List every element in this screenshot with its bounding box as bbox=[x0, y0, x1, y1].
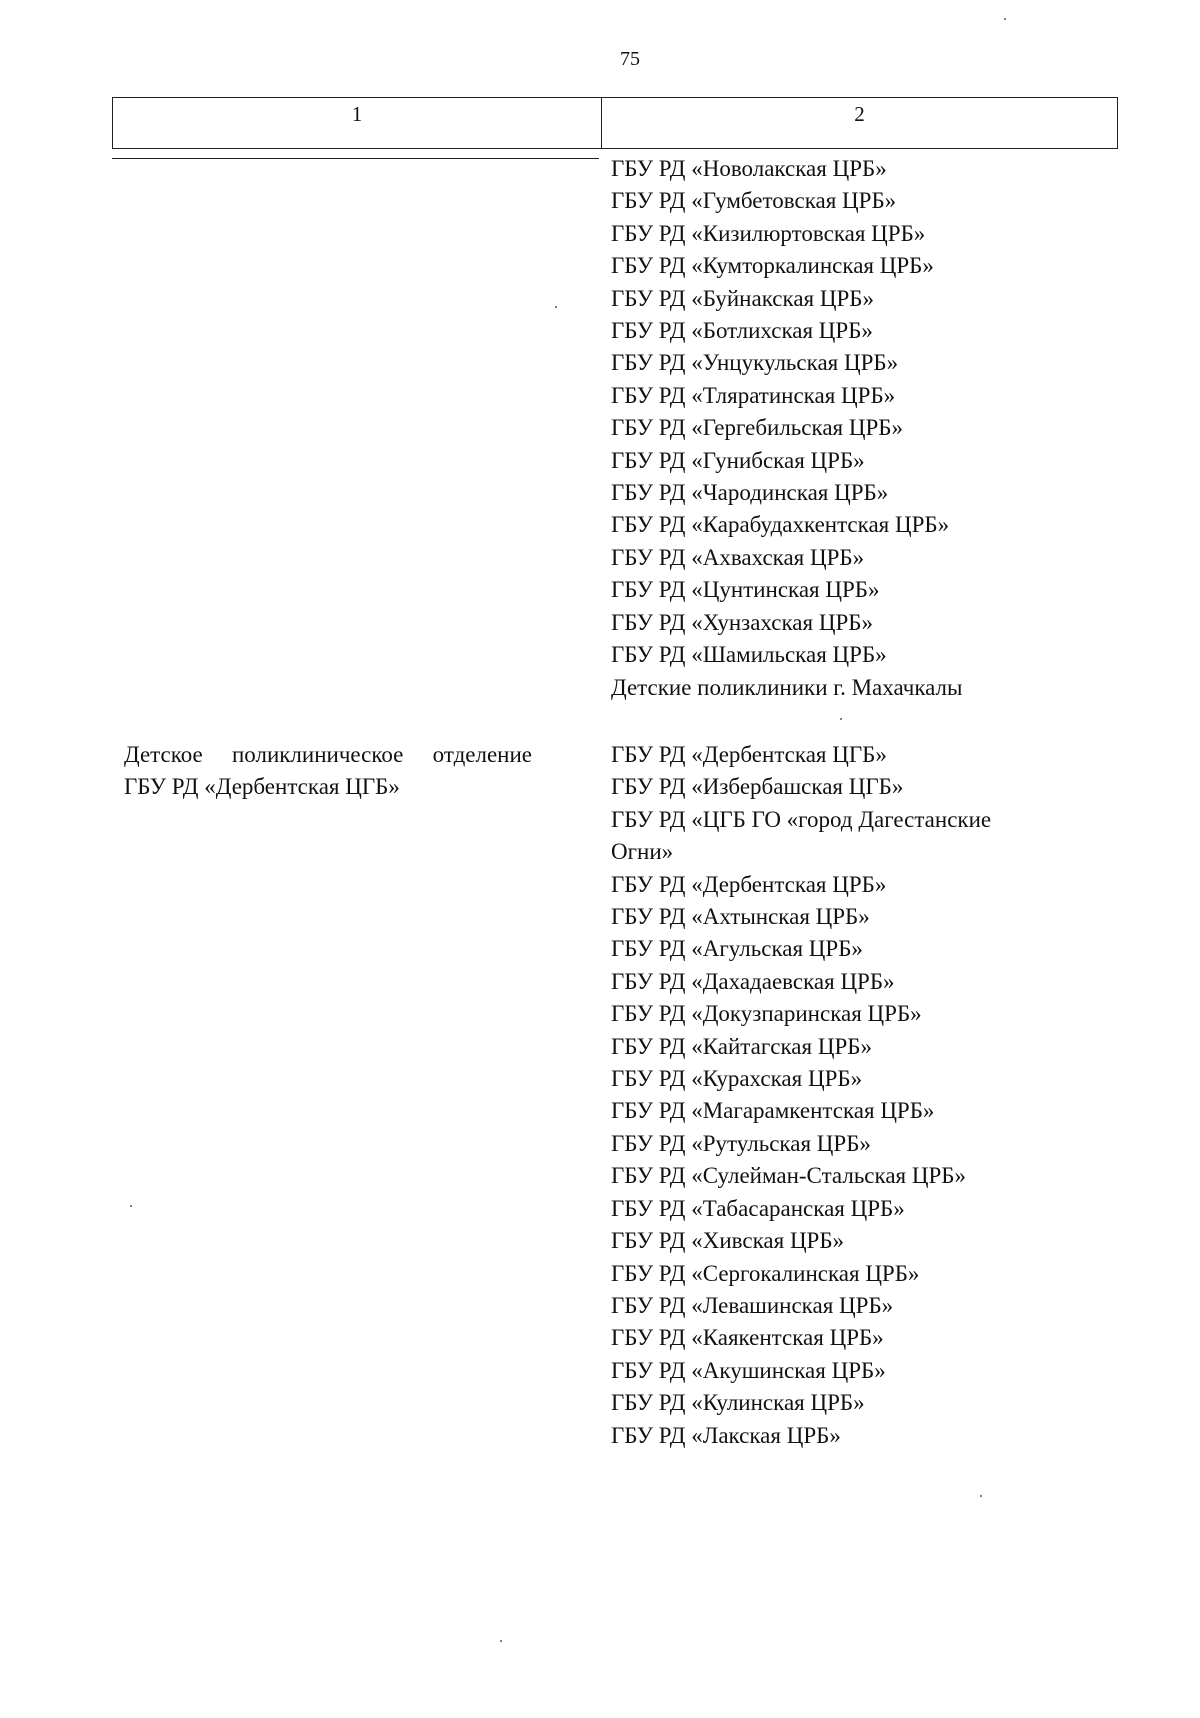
table-header bbox=[112, 97, 1118, 149]
list-item: ГБУ РД «Избербашская ЦГБ» bbox=[611, 774, 904, 800]
list-item: ГБУ РД «Агульская ЦРБ» bbox=[611, 936, 863, 962]
list-item: ГБУ РД «Ботлихская ЦРБ» bbox=[611, 318, 873, 344]
list-item: ГБУ РД «Табасаранская ЦРБ» bbox=[611, 1195, 905, 1221]
list-item: ГБУ РД «Новолакская ЦРБ» bbox=[611, 156, 887, 181]
list-item: ГБУ РД «Ахвахская ЦРБ» bbox=[611, 544, 865, 570]
list-item: ГБУ РД «Гумбетовская ЦРБ» bbox=[611, 188, 897, 214]
list-item: ГБУ РД «Дербентская ЦГБ» bbox=[611, 742, 887, 767]
list-item: ГБУ РД «Чародинская ЦРБ» bbox=[611, 480, 889, 506]
list-item: ГБУ РД «Кулинская ЦРБ» bbox=[611, 1390, 865, 1416]
list-item: ГБУ РД «Акушинская ЦРБ» bbox=[611, 1357, 886, 1383]
list-item: ГБУ РД «Лакская ЦРБ» bbox=[611, 1422, 841, 1448]
list-item: ГБУ РД «Кайтагская ЦРБ» bbox=[611, 1033, 872, 1059]
section-2-left-label: Детское поликлиническое отделение ГБУ РД «Дербентская ЦГБ» bbox=[124, 742, 532, 800]
section-2-list bbox=[611, 739, 1031, 1452]
list-item: ГБУ РД «Курахская ЦРБ» bbox=[611, 1066, 863, 1092]
list-item: ГБУ РД «Ахтынская ЦРБ» bbox=[611, 904, 870, 930]
list-item: ГБУ РД «Левашинская ЦРБ» bbox=[611, 1292, 894, 1318]
list-item: ГБУ РД «Карабудахкентская ЦРБ» bbox=[611, 512, 950, 538]
table-rule bbox=[112, 158, 599, 159]
table-header-col1: 1 bbox=[113, 98, 602, 148]
table-header-col2: 2 bbox=[854, 102, 865, 126]
scan-speck bbox=[980, 1495, 982, 1497]
list-item: ГБУ РД «Кумторкалинская ЦРБ» bbox=[611, 253, 934, 279]
list-item: ГБУ РД «Магарамкентская ЦРБ» bbox=[611, 1098, 935, 1124]
list-item: ГБУ РД «Хивская ЦРБ» bbox=[611, 1228, 845, 1254]
scan-speck bbox=[555, 306, 557, 308]
list-item: ГБУ РД «Сергокалинская ЦРБ» bbox=[611, 1260, 920, 1286]
list-item: ГБУ РД «Гергебильская ЦРБ» bbox=[611, 415, 903, 441]
list-item: ГБУ РД «Дербентская ЦРБ» bbox=[611, 871, 887, 897]
list-item: ГБУ РД «Хунзахская ЦРБ» bbox=[611, 609, 873, 635]
section-1-list bbox=[611, 153, 962, 704]
page-number: 75 bbox=[620, 48, 640, 70]
list-item: ГБУ РД «Докузпаринская ЦРБ» bbox=[611, 1001, 922, 1027]
list-item: ГБУ РД «Гунибская ЦРБ» bbox=[611, 447, 865, 473]
list-item: ГБУ РД «Тляратинская ЦРБ» bbox=[611, 382, 896, 408]
list-item: ГБУ РД «ЦГБ ГО «город Дагестанские Огни» bbox=[611, 806, 992, 865]
list-item: ГБУ РД «Рутульская ЦРБ» bbox=[611, 1130, 871, 1156]
list-item: ГБУ РД «Шамильская ЦРБ» bbox=[611, 642, 887, 668]
scan-speck bbox=[1004, 18, 1006, 20]
list-item: Детские поликлиники г. Махачкалы bbox=[611, 674, 963, 700]
list-item: ГБУ РД «Кизилюртовская ЦРБ» bbox=[611, 220, 926, 246]
list-item: ГБУ РД «Буйнакская ЦРБ» bbox=[611, 285, 874, 311]
list-item: ГБУ РД «Каякентская ЦРБ» bbox=[611, 1325, 884, 1351]
list-item: ГБУ РД «Сулейман-Стальская ЦРБ» bbox=[611, 1163, 966, 1189]
scan-speck bbox=[840, 718, 842, 720]
list-item: ГБУ РД «Дахадаевская ЦРБ» bbox=[611, 968, 895, 994]
scan-speck bbox=[500, 1640, 502, 1642]
scan-speck bbox=[130, 1205, 132, 1207]
list-item: ГБУ РД «Цунтинская ЦРБ» bbox=[611, 577, 880, 603]
list-item: ГБУ РД «Унцукульская ЦРБ» bbox=[611, 350, 899, 376]
